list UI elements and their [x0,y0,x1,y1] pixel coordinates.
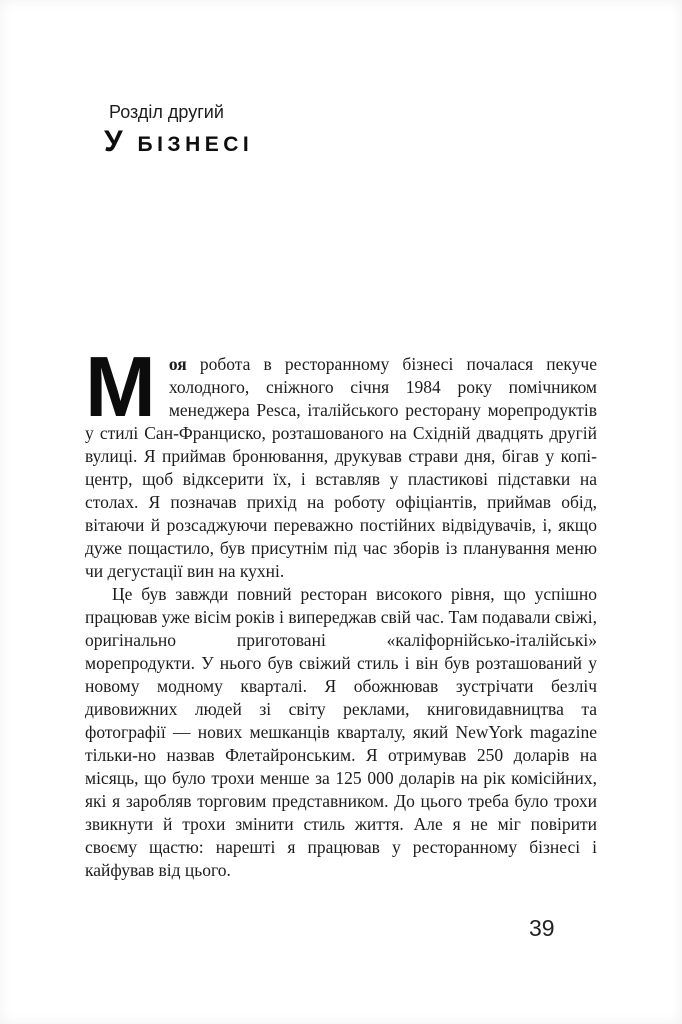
chapter-header [104,101,253,160]
paragraph-1 [85,340,597,583]
chapter-title: У БІЗНЕСІ [104,125,254,158]
paragraph-1-text: робота в ресторанному бізнесі почалася пекуче холодного, сніжного січня 1984 року помічником менеджера Pesca, італійського ресторану морепродуктів у стилі Сан-Франциско, розташованого на Східній двадцять другій вулиці. Я приймав бронювання, друкував страви дня, бігав у копі-центр, щоб відксерити їх, і вставляв у пластикові підставки на столах. Я позначав прихід на роботу офіціантів, приймав обід, вітаючи й розсаджуючи переважно постійних відвідувачів, і, якщо дуже пощастило, був присутнім під час зборів із планування меню чи дегустації вин на кухні. [85,354,597,581]
paragraph-2: Це був завжди повний ресторан високого рівня, що успішно працював уже вісім років і випереджав свій час. Там подавали свіжі, оригінально приготовані «каліфорнійсько-італійські» морепродукти. У нього був свіжий стиль і він був розташований у новому модному кварталі. Я обожнював зустрічати безліч дивовижних людей зі світу реклами, книговидавництва та фотографії — нових мешканців кварталу, який NewYork magazine тільки-но назвав Флетайронським. Я отримував 250 доларів на місяць, що було трохи менше за 125 000 доларів на рік комісійних, які я заробляв торговим представником. До цього треба було трохи звикнути й трохи змінити стиль життя. Але я не міг повірити своєму щастю: нарешті я працював у ресторанному бізнесі і кайфував від цього. [85,584,597,880]
dropcap-letter: М [85,340,156,435]
page-number: 39 [529,915,555,941]
lead-bold-text: оя [168,354,187,374]
chapter-label: Розділ другий [109,102,224,122]
body-text [85,340,597,882]
